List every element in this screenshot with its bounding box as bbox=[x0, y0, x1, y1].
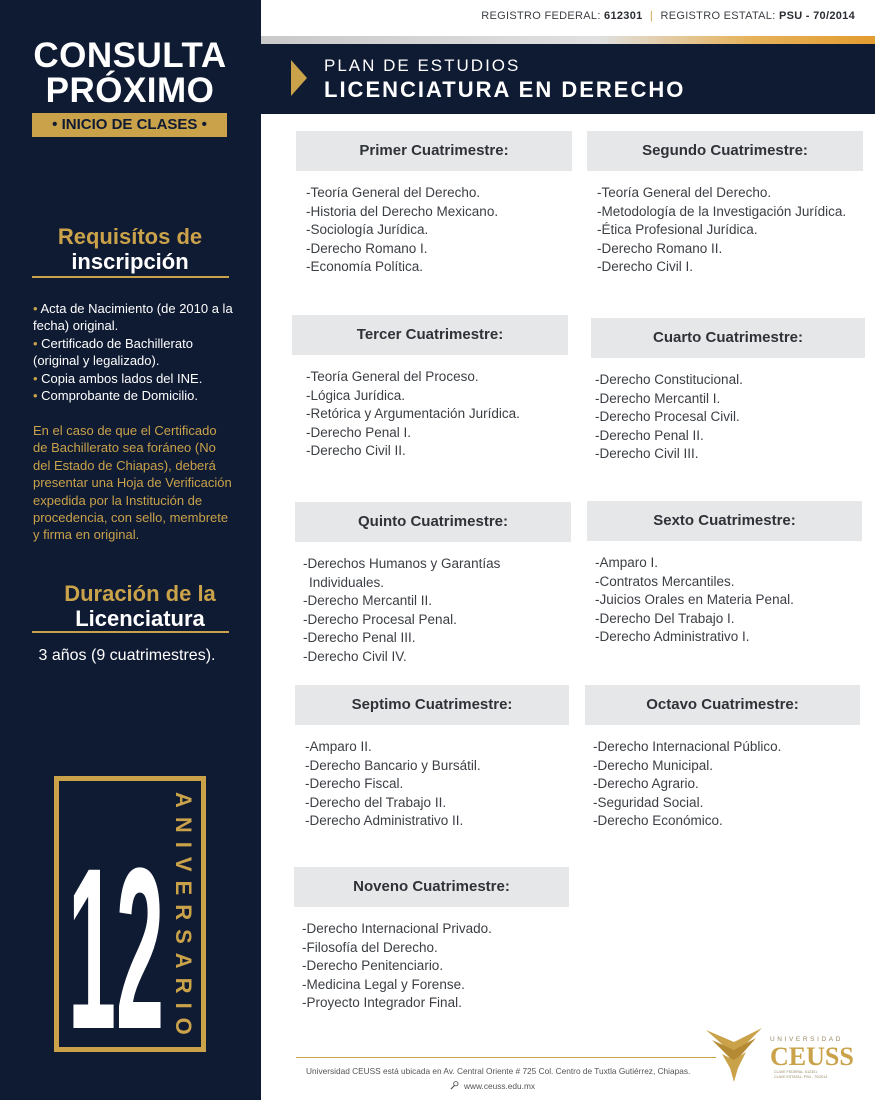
requisitos-list bbox=[33, 300, 233, 404]
requisitos-heading-white: inscripción bbox=[71, 249, 189, 274]
term-subject: -Derecho Bancario y Bursátil. bbox=[305, 757, 481, 773]
term-subject: -Economía Política. bbox=[306, 259, 424, 274]
duracion-heading-white: Licenciatura bbox=[75, 606, 205, 631]
term-subject: -Derecho Procesal Civil. bbox=[595, 409, 740, 424]
term-subject: -Derecho Penal II. bbox=[595, 427, 704, 443]
logo-ceuss: CEUSS bbox=[770, 1042, 854, 1071]
headline bbox=[30, 38, 230, 108]
term-subject: -Contratos Mercantiles. bbox=[595, 573, 735, 589]
term-heading: Segundo Cuatrimestre: bbox=[587, 131, 863, 171]
term-subject: -Derecho Romano II. bbox=[597, 240, 723, 256]
headline-line1: CONSULTA bbox=[33, 36, 227, 75]
term-subject: -Derecho Mercantil I. bbox=[595, 390, 721, 406]
term-subject: -Derecho Procesal Penal. bbox=[303, 611, 457, 627]
term-subject: -Derecho Administrativo II. bbox=[305, 813, 464, 828]
term-list bbox=[295, 738, 569, 831]
plan-header bbox=[261, 44, 875, 114]
term-heading: Septimo Cuatrimestre: bbox=[295, 685, 569, 725]
term-subject: -Derecho Internacional Público. bbox=[593, 739, 782, 754]
term-list bbox=[587, 184, 863, 277]
term-list bbox=[296, 184, 572, 277]
term-subject: -Derecho Agrario. bbox=[593, 776, 699, 791]
term-heading: Cuarto Cuatrimestre: bbox=[591, 318, 865, 358]
term-subject: -Filosofía del Derecho. bbox=[302, 939, 438, 955]
term-subject: -Derecho Penal I. bbox=[306, 424, 412, 440]
term-subject: -Derecho Penal III. bbox=[303, 630, 416, 645]
footer-website-link[interactable]: www.ceuss.edu.mx bbox=[464, 1081, 536, 1091]
term-subject: -Derechos Humanos y Garantías Individuales. bbox=[303, 556, 501, 590]
term-subject: -Ética Profesional Jurídica. bbox=[597, 222, 758, 237]
logo-clave-estatal: CLAVE ESTATAL: PSU - 70/2014 bbox=[774, 1075, 828, 1079]
term-subject: -Derecho Administrativo I. bbox=[595, 629, 750, 644]
term-list bbox=[294, 920, 569, 1013]
emblem-word: ANIVERSARIO bbox=[171, 792, 196, 1044]
term-block bbox=[587, 501, 862, 647]
term-block bbox=[585, 685, 860, 831]
term-subject: -Teoría General del Proceso. bbox=[306, 369, 479, 384]
term-subject: -Derecho Económico. bbox=[593, 813, 723, 828]
term-heading: Quinto Cuatrimestre: bbox=[295, 502, 571, 542]
term-subject: -Medicina Legal y Forense. bbox=[302, 976, 465, 992]
requisitos-heading bbox=[30, 224, 230, 274]
term-heading: Tercer Cuatrimestre: bbox=[292, 315, 568, 355]
sidebar bbox=[0, 0, 261, 1100]
cursor-icon bbox=[450, 1081, 459, 1090]
term-subject: -Lógica Jurídica. bbox=[306, 387, 406, 403]
duracion-value: 3 años (9 cuatrimestres). bbox=[38, 647, 216, 664]
term-heading: Sexto Cuatrimestre: bbox=[587, 501, 862, 541]
play-arrow-icon bbox=[291, 60, 307, 96]
registro-federal-value: 612301 bbox=[604, 10, 643, 22]
term-subject: -Proyecto Integrador Final. bbox=[302, 995, 462, 1010]
term-subject: -Juicios Orales en Materia Penal. bbox=[595, 592, 794, 607]
term-heading: Noveno Cuatrimestre: bbox=[294, 867, 569, 907]
term-subject: -Derecho Mercantil II. bbox=[303, 593, 433, 608]
licenciatura-title: LICENCIATURA EN DERECHO bbox=[324, 77, 686, 102]
term-subject: -Amparo I. bbox=[595, 555, 659, 570]
requisitos-heading-gold: Requisítos de bbox=[57, 224, 203, 249]
footer-divider bbox=[296, 1057, 716, 1058]
term-list bbox=[585, 738, 860, 831]
logo-universidad: UNIVERSIDAD bbox=[770, 1036, 844, 1043]
term-subject: -Amparo II. bbox=[305, 739, 372, 754]
term-block bbox=[296, 131, 572, 277]
aniversario-emblem bbox=[54, 776, 206, 1052]
duracion-heading bbox=[30, 581, 250, 631]
term-heading: Primer Cuatrimestre: bbox=[296, 131, 572, 171]
term-heading: Octavo Cuatrimestre: bbox=[585, 685, 860, 725]
term-list bbox=[295, 555, 571, 666]
term-subject: -Derecho del Trabajo II. bbox=[305, 794, 447, 810]
registro-gradient-bar bbox=[261, 36, 875, 44]
term-block bbox=[295, 502, 571, 666]
term-subject: -Teoría General del Derecho. bbox=[597, 185, 772, 200]
foraneo-note: En el caso de que el Certificado de Bachillerato sea foráneo (No del Estado de Chiapas), deberá presentar una Hoja de Verificación expedida por la Institución de procedencia, con sello, membrete y firma en original. bbox=[33, 423, 232, 543]
term-subject: -Derecho Fiscal. bbox=[305, 776, 404, 791]
term-block bbox=[294, 867, 569, 1013]
plan-label: PLAN DE ESTUDIOS bbox=[324, 56, 521, 75]
term-block bbox=[587, 131, 863, 277]
inicio-clases-pill: • INICIO DE CLASES • bbox=[32, 113, 227, 137]
term-subject: -Derecho Penitenciario. bbox=[302, 958, 444, 973]
term-subject: -Retórica y Argumentación Jurídica. bbox=[306, 406, 520, 421]
requisito-item: • Certificado de Bachillerato (original y legalizado). bbox=[33, 335, 233, 370]
requisito-item: • Acta de Nacimiento (de 2010 a la fecha) original. bbox=[33, 300, 233, 335]
term-block bbox=[292, 315, 568, 461]
term-subject: -Derecho Internacional Privado. bbox=[302, 921, 492, 936]
headline-line2: PRÓXIMO bbox=[45, 71, 215, 110]
term-subject: -Derecho Civil III. bbox=[595, 446, 699, 461]
registro-estatal-label: REGISTRO ESTATAL: bbox=[660, 10, 776, 22]
ceuss-logo bbox=[704, 1024, 856, 1084]
registro-separator: | bbox=[649, 10, 654, 22]
logo-clave-federal: CLAVE FEDERAL: 612301 bbox=[774, 1070, 818, 1074]
requisito-item: • Comprobante de Domicilio. bbox=[33, 387, 233, 404]
term-subject: -Sociología Jurídica. bbox=[306, 222, 429, 237]
registro-strip bbox=[261, 0, 875, 36]
requisito-item: • Copia ambos lados del INE. bbox=[33, 370, 233, 387]
term-subject: -Derecho Civil IV. bbox=[303, 648, 407, 664]
term-subject: -Derecho Del Trabajo I. bbox=[595, 610, 735, 626]
footer-address: Universidad CEUSS está ubicada en Av. Central Oriente # 725 Col. Centro de Tuxtla Gutiérrez, Chiapas. bbox=[306, 1066, 691, 1076]
term-subject: -Metodología de la Investigación Jurídica. bbox=[597, 203, 847, 219]
term-block bbox=[591, 318, 865, 464]
term-list bbox=[587, 554, 862, 647]
duracion-heading-gold: Duración de la bbox=[64, 581, 216, 606]
term-subject: -Derecho Romano I. bbox=[306, 240, 428, 256]
term-block bbox=[295, 685, 569, 831]
term-subject: -Seguridad Social. bbox=[593, 794, 704, 810]
term-list bbox=[591, 371, 865, 464]
term-subject: -Derecho Constitucional. bbox=[595, 372, 743, 387]
emblem-number: 12 bbox=[68, 820, 164, 1052]
term-subject: -Derecho Civil II. bbox=[306, 443, 406, 458]
registro-estatal-value: PSU - 70/2014 bbox=[778, 10, 855, 22]
term-subject: -Derecho Civil I. bbox=[597, 259, 694, 274]
registro-federal-label: REGISTRO FEDERAL: bbox=[481, 10, 601, 22]
footer-website[interactable] bbox=[450, 1081, 535, 1091]
duracion-divider bbox=[32, 631, 229, 633]
eagle-icon bbox=[706, 1028, 762, 1082]
term-subject: -Teoría General del Derecho. bbox=[306, 185, 481, 200]
term-subject: -Derecho Municipal. bbox=[593, 757, 714, 773]
term-subject: -Historia del Derecho Mexicano. bbox=[306, 203, 499, 219]
requisitos-divider bbox=[32, 276, 229, 278]
term-list bbox=[292, 368, 568, 461]
registro-text bbox=[481, 10, 855, 22]
